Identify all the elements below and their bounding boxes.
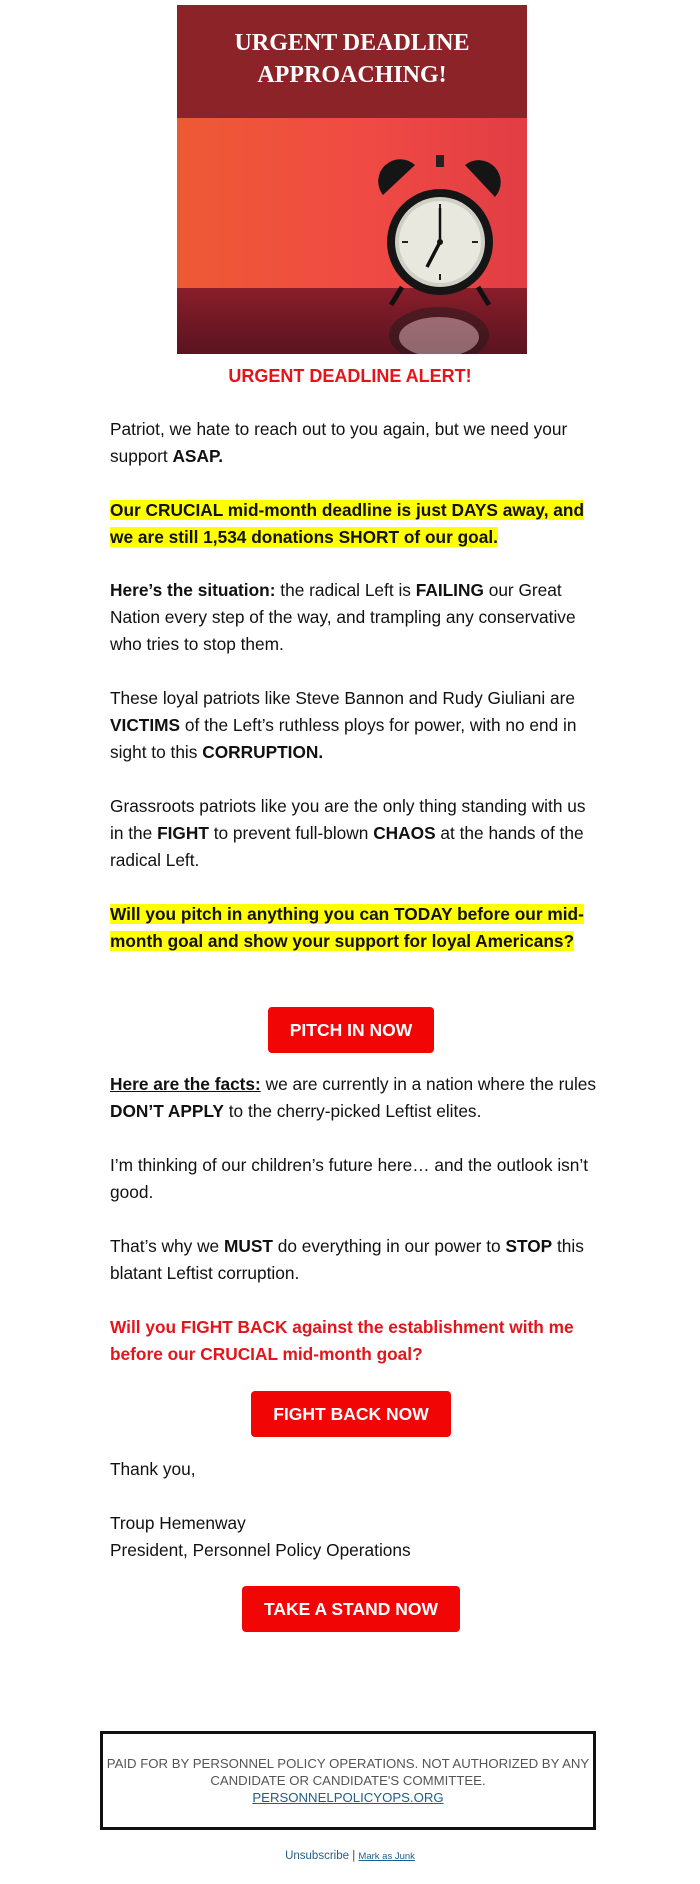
website-link[interactable]: PERSONNELPOLICYOPS.ORG bbox=[252, 1790, 444, 1805]
thanks-text: Thank you, bbox=[110, 1459, 196, 1479]
take-a-stand-now-button[interactable]: TAKE A STAND NOW bbox=[242, 1586, 460, 1632]
hero-title: URGENT DEADLINE APPROACHING! bbox=[234, 30, 470, 88]
unsubscribe-bar bbox=[0, 1850, 700, 1862]
grassroots-paragraph: Grassroots patriots like you are the only thing standing with us in the FIGHT to prevent full-blown CHAOS at the hands of the radical Left. bbox=[110, 796, 586, 870]
disclaimer-text: PAID FOR BY PERSONNEL POLICY OPERATIONS. NOT AUTHORIZED BY ANY CANDIDATE OR CANDIDATE'S COMMITTEE. bbox=[106, 1756, 590, 1788]
signature-title: President, Personnel Policy Operations bbox=[110, 1540, 411, 1560]
signature-name: Troup Hemenway bbox=[110, 1513, 246, 1533]
disclaimer-box bbox=[100, 1731, 596, 1830]
alarm-clock-icon bbox=[177, 5, 527, 354]
facts-paragraph: Here are the facts: we are currently in a nation where the rules DON’T APPLY to the cherry-picked Leftist elites. bbox=[110, 1074, 597, 1121]
future-paragraph: I’m thinking of our children’s future here… and the outlook isn’t good. bbox=[110, 1155, 589, 1202]
highlighted-text: Our CRUCIAL mid-month deadline is just DAYS away, and we are still 1,534 donations SHORT of our goal. bbox=[110, 500, 585, 547]
unsubscribe-link[interactable]: Unsubscribe bbox=[285, 1850, 349, 1862]
highlighted-text: Will you pitch in anything you can TODAY before our mid-month goal and show your support for loyal Americans? bbox=[110, 904, 584, 951]
deadline-paragraph bbox=[110, 497, 600, 551]
signature bbox=[110, 1510, 600, 1564]
mark-as-junk-link[interactable]: Mark as Junk bbox=[358, 1851, 415, 1862]
intro-paragraph: Patriot, we hate to reach out to you again, but we need your support ASAP. bbox=[110, 419, 568, 466]
pitch-in-paragraph bbox=[110, 901, 600, 955]
fight-back-paragraph: Will you FIGHT BACK against the establishment with me before our CRUCIAL mid-month goal? bbox=[110, 1317, 574, 1364]
pitch-in-now-button[interactable]: PITCH IN NOW bbox=[268, 1007, 434, 1053]
separator: | bbox=[352, 1850, 356, 1862]
victims-paragraph: These loyal patriots like Steve Bannon and Rudy Giuliani are VICTIMS of the Left’s ruthless ploys for power, with no end in sight to this CORRUPTION. bbox=[110, 688, 577, 762]
situation-paragraph: Here’s the situation: the radical Left is FAILING our Great Nation every step of the way, and trampling any conservative who tries to stop them. bbox=[110, 580, 576, 654]
hero-image bbox=[177, 5, 527, 354]
stop-paragraph: That’s why we MUST do everything in our power to STOP this blatant Leftist corruption. bbox=[110, 1236, 584, 1283]
fight-back-now-button[interactable]: FIGHT BACK NOW bbox=[251, 1391, 451, 1437]
alert-heading: URGENT DEADLINE ALERT! bbox=[228, 366, 472, 386]
